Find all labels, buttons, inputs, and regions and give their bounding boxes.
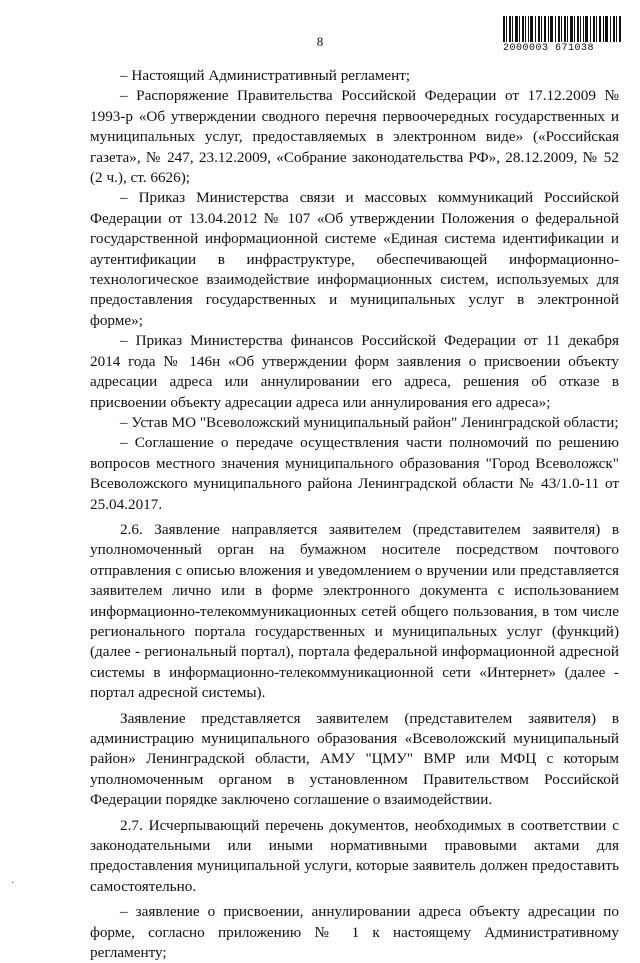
list-item: – Устав МО "Всеволожский муниципальный район" Ленинградской области; <box>120 413 619 431</box>
list-item: – Распоряжение Правительства Российской Федерации от 17.12.2009 № 1993-р «Об утверждении сводного перечня первоочередных государственных и муниципальных услуг, предоставляемых в электронном виде» («Российская газета», № 247, 23.12.2009, «Собрание законодательства РФ», 28.12.2009, № 52 (2 ч.), ст. 6626); <box>90 87 619 187</box>
application-submission-paragraph: Заявление представляется заявителем (представителем заявителя) в администрацию муниципального образования «Всеволожский муниципальный район» Ленинградской области, АМУ "ЦМУ" ВМР или МФЦ с которым уполномоченным органом в установленном Правительством Российской Федерации порядке заключено соглашение о взаимодействии. <box>90 709 619 809</box>
barcode <box>503 16 621 54</box>
list-item: – Соглашение о передаче осуществления части полномочий по решению вопросов местного значения муниципального образования "Город Всеволожск" Всеволожского муниципального района Ленинградской области № 43/1.0-11 от 25.04.2017. <box>90 434 619 513</box>
document-body <box>90 66 619 963</box>
section-2-6-paragraph: 2.6. Заявление направляется заявителем (представителем заявителя) в уполномоченный орган на бумажном носителе посредством почтового отправления с описью вложения и уведомлением о вручении или представляется заявителем лично или в форме электронного документа с использованием информационно-телекоммуникационных сетей общего пользования, в том числе регионального портала государственных и муниципальных услуг (функций) (далее - региональный портал), портала федеральной информационной адресной системы в информационно-телекоммуникационной сети «Интернет» (далее - портал адресной системы). <box>90 520 619 702</box>
barcode-number: 2000003 671038 <box>503 43 595 54</box>
list-item: – Настоящий Административный регламент; <box>120 67 411 84</box>
barcode-icon <box>503 16 621 42</box>
page-number: 8 <box>316 34 324 49</box>
section-2-7-paragraph: 2.7. Исчерпывающий перечень документов, необходимых в соответствии с законодательными или иными нормативными правовыми актами для предоставления муниципальной услуги, которые заявитель должен предоставить самостоятельно. <box>90 816 619 895</box>
list-item: – Приказ Министерства финансов Российской Федерации от 11 декабря 2014 года № 146н «Об утверждении форм заявления о присвоении объекту адресации адреса или аннулировании его адреса, решения об отказе в присвоении объекту адресации адреса или аннулирования его адреса»; <box>90 332 619 411</box>
margin-mark: · <box>11 878 15 889</box>
list-item: – Приказ Министерства связи и массовых коммуникаций Российской Федерации от 13.04.2012 № 107 «Об утверждении Положения о федеральной государственной информационной системе «Единая система идентификации и аутентификации в инфраструктуре, обеспечивающей информационно-технологическое взаимодействие информационных систем, используемых для предоставления государственных и муниципальных услуг в электронной форме»; <box>90 189 619 329</box>
list-item: – заявление о присвоении, аннулировании адреса объекту адресации по форме, согласно приложению № 1 к настоящему Административному регламенту; <box>90 903 619 962</box>
